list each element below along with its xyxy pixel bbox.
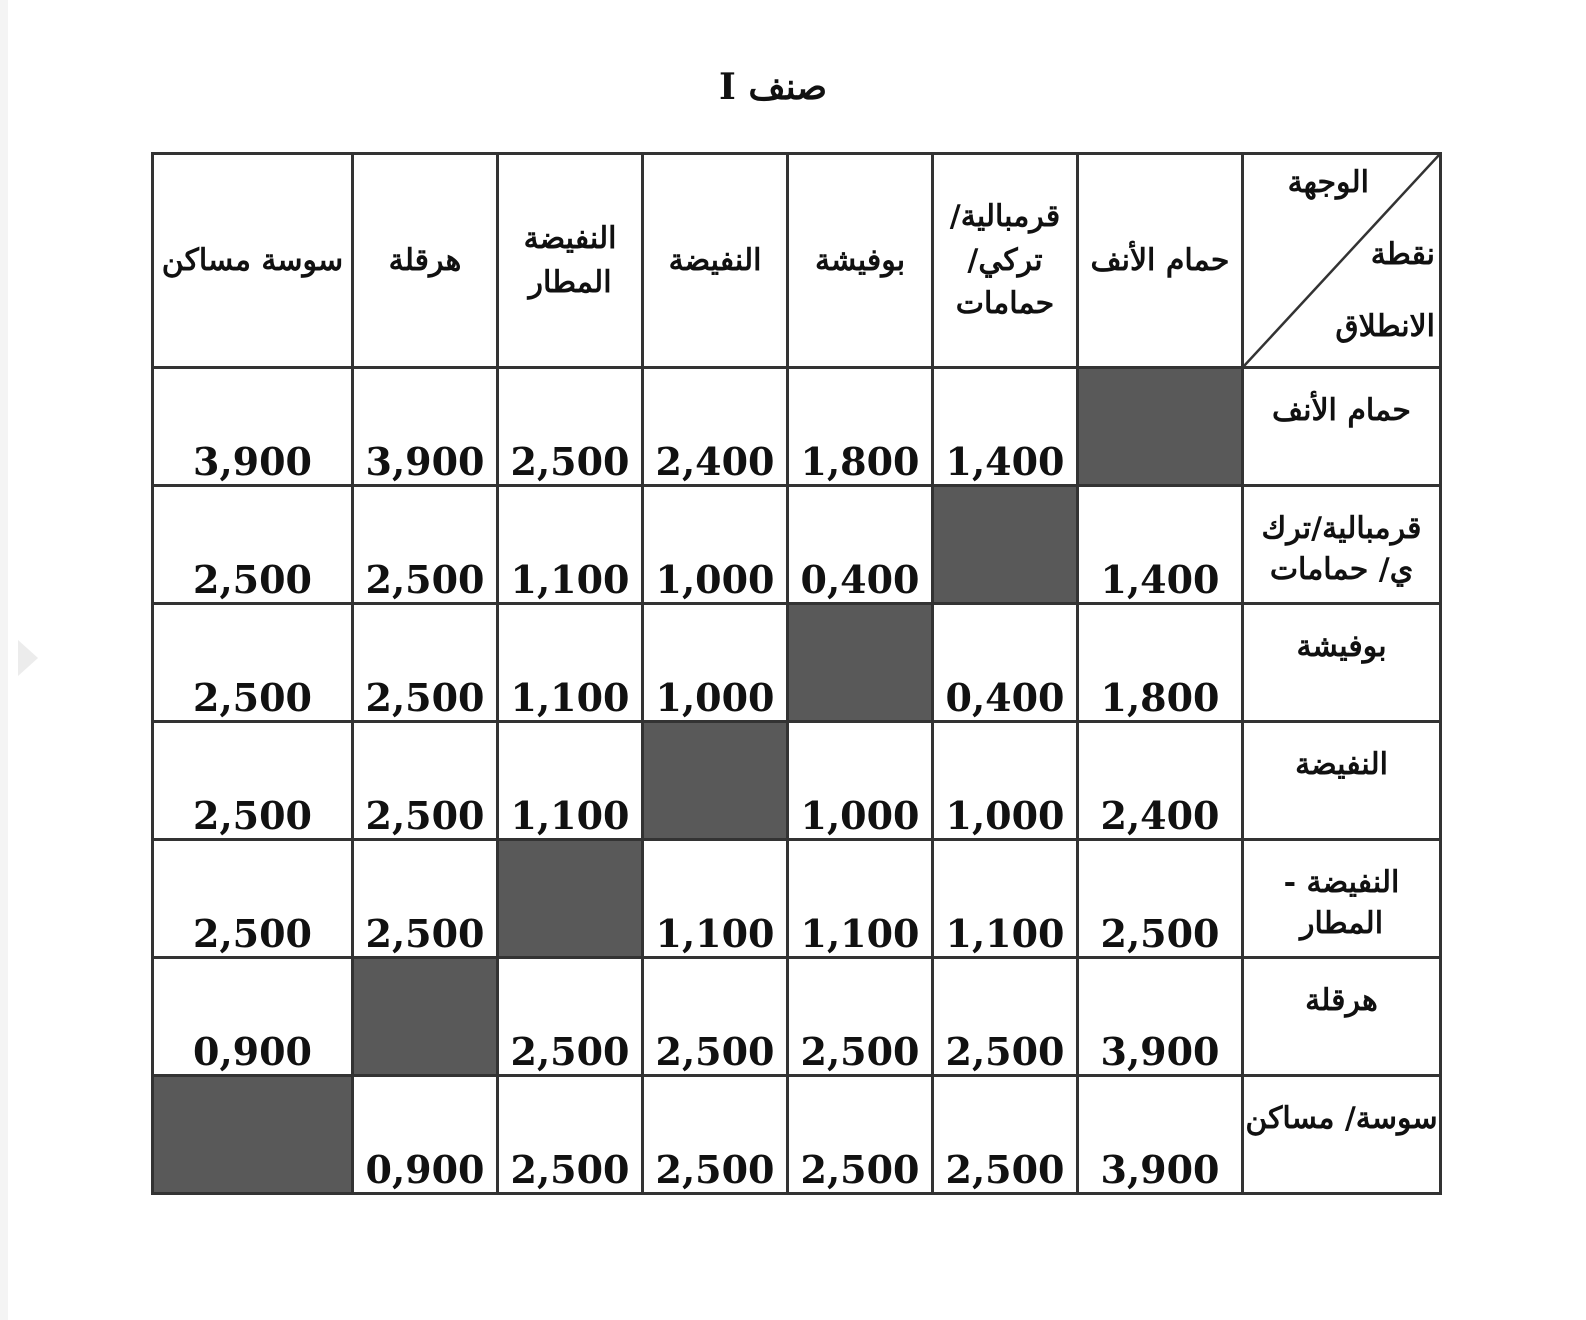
- fare-cell: [153, 486, 353, 604]
- fare-cell: [788, 1076, 933, 1194]
- fare-value: 2,500: [365, 675, 485, 720]
- fare-cell: [643, 486, 788, 604]
- fare-value: 3,900: [1100, 1147, 1220, 1192]
- fare-cell: [788, 840, 933, 958]
- row-origin-header: هرقلة: [1243, 958, 1441, 1076]
- table-row: [153, 1076, 1441, 1194]
- fare-cell: [1078, 722, 1243, 840]
- fare-value: 1,800: [800, 439, 920, 484]
- fare-cell: [1078, 604, 1243, 722]
- column-header: النفيضة: [643, 154, 788, 368]
- fare-cell: [933, 604, 1078, 722]
- fare-value: 1,800: [1100, 675, 1220, 720]
- diagonal-shaded-cell: [1078, 368, 1243, 486]
- table-row: [153, 840, 1441, 958]
- fare-cell: [933, 722, 1078, 840]
- fare-value: 1,000: [800, 793, 920, 838]
- fare-cell: [1078, 1076, 1243, 1194]
- fare-cell: [498, 958, 643, 1076]
- fare-cell: [353, 840, 498, 958]
- fare-value: 2,500: [510, 1147, 630, 1192]
- row-origin-header: سوسة/ مساكن: [1243, 1076, 1441, 1194]
- fare-value: 1,000: [655, 675, 775, 720]
- diagonal-shaded-cell: [643, 722, 788, 840]
- table-row: [153, 958, 1441, 1076]
- fare-cell: [643, 368, 788, 486]
- fare-cell: [643, 604, 788, 722]
- fare-value: 2,500: [1100, 911, 1220, 956]
- fare-cell: [1078, 840, 1243, 958]
- fare-cell: [153, 604, 353, 722]
- diagonal-shaded-cell: [933, 486, 1078, 604]
- fare-value: 0,900: [365, 1147, 485, 1192]
- fare-value: 0,400: [945, 675, 1065, 720]
- fare-cell: [498, 604, 643, 722]
- page-nav-arrow-icon[interactable]: [18, 640, 38, 676]
- fare-cell: [498, 486, 643, 604]
- fare-cell: [933, 368, 1078, 486]
- diagonal-shaded-cell: [498, 840, 643, 958]
- fare-value: 1,400: [1100, 557, 1220, 602]
- fare-value: 2,500: [193, 911, 312, 956]
- fare-value: 3,900: [365, 439, 485, 484]
- column-header: النفيضة المطار: [498, 154, 643, 368]
- fare-cell: [643, 1076, 788, 1194]
- fare-value: 1,100: [510, 793, 630, 838]
- fare-cell: [1078, 486, 1243, 604]
- origin-label-line2: الانطلاق: [1335, 309, 1435, 344]
- fare-value: 2,500: [655, 1147, 775, 1192]
- fare-value: 2,500: [365, 911, 485, 956]
- fare-cell: [933, 1076, 1078, 1194]
- fare-value: 3,900: [193, 439, 312, 484]
- origin-label-line1: نقطة: [1370, 237, 1435, 272]
- fare-value: 1,100: [510, 675, 630, 720]
- diagonal-shaded-cell: [788, 604, 933, 722]
- fare-cell: [153, 840, 353, 958]
- diagonal-shaded-cell: [153, 1076, 353, 1194]
- fare-value: 1,000: [945, 793, 1065, 838]
- row-origin-header: النفيضة - المطار: [1243, 840, 1441, 958]
- row-origin-header: قرمبالية/ترك ي/ حمامات: [1243, 486, 1441, 604]
- page-edge: [0, 0, 8, 1320]
- corner-header-cell: [1243, 154, 1441, 368]
- fare-value: 2,400: [1100, 793, 1220, 838]
- fare-cell: [788, 486, 933, 604]
- fare-value: 1,000: [655, 557, 775, 602]
- fare-cell: [498, 1076, 643, 1194]
- fare-value: 2,400: [655, 439, 775, 484]
- fare-value: 1,100: [510, 557, 630, 602]
- fare-table: [151, 152, 1442, 1195]
- fare-cell: [933, 840, 1078, 958]
- fare-value: 2,500: [945, 1029, 1065, 1074]
- column-header: سوسة مساكن: [153, 154, 353, 368]
- fare-cell: [153, 368, 353, 486]
- fare-cell: [643, 840, 788, 958]
- fare-value: 2,500: [365, 557, 485, 602]
- fare-cell: [153, 722, 353, 840]
- fare-cell: [353, 722, 498, 840]
- fare-cell: [788, 368, 933, 486]
- fare-value: 1,100: [655, 911, 775, 956]
- fare-cell: [643, 958, 788, 1076]
- fare-value: 2,500: [193, 557, 312, 602]
- page-title: صنف I: [718, 66, 828, 108]
- fare-cell: [353, 604, 498, 722]
- fare-value: 1,100: [945, 911, 1065, 956]
- fare-cell: [788, 958, 933, 1076]
- fare-value: 2,500: [800, 1029, 920, 1074]
- column-header: قرمبالية/ تركي/ حمامات: [933, 154, 1078, 368]
- destination-label: الوجهة: [1287, 165, 1369, 200]
- fare-cell: [153, 958, 353, 1076]
- table-row: [153, 486, 1441, 604]
- fare-value: 1,400: [945, 439, 1065, 484]
- column-header: حمام الأنف: [1078, 154, 1243, 368]
- fare-value: 3,900: [1100, 1029, 1220, 1074]
- table-row: [153, 722, 1441, 840]
- fare-value: 0,400: [800, 557, 920, 602]
- fare-cell: [788, 722, 933, 840]
- row-origin-header: النفيضة: [1243, 722, 1441, 840]
- fare-cell: [498, 368, 643, 486]
- diagonal-shaded-cell: [353, 958, 498, 1076]
- fare-value: 2,500: [510, 439, 630, 484]
- table-row: [153, 368, 1441, 486]
- row-origin-header: حمام الأنف: [1243, 368, 1441, 486]
- fare-cell: [353, 368, 498, 486]
- fare-cell: [353, 1076, 498, 1194]
- fare-cell: [498, 722, 643, 840]
- fare-cell: [353, 486, 498, 604]
- fare-value: 2,500: [510, 1029, 630, 1074]
- fare-value: 2,500: [193, 675, 312, 720]
- fare-value: 1,100: [800, 911, 920, 956]
- fare-value: 2,500: [193, 793, 312, 838]
- table-row: [153, 604, 1441, 722]
- fare-value: 2,500: [945, 1147, 1065, 1192]
- fare-value: 2,500: [800, 1147, 920, 1192]
- fare-cell: [1078, 958, 1243, 1076]
- fare-value: 2,500: [655, 1029, 775, 1074]
- fare-value: 0,900: [193, 1029, 312, 1074]
- column-header: بوفيشة: [788, 154, 933, 368]
- column-header: هرقلة: [353, 154, 498, 368]
- row-origin-header: بوفيشة: [1243, 604, 1441, 722]
- fare-value: 2,500: [365, 793, 485, 838]
- header-row: [153, 154, 1441, 368]
- fare-cell: [933, 958, 1078, 1076]
